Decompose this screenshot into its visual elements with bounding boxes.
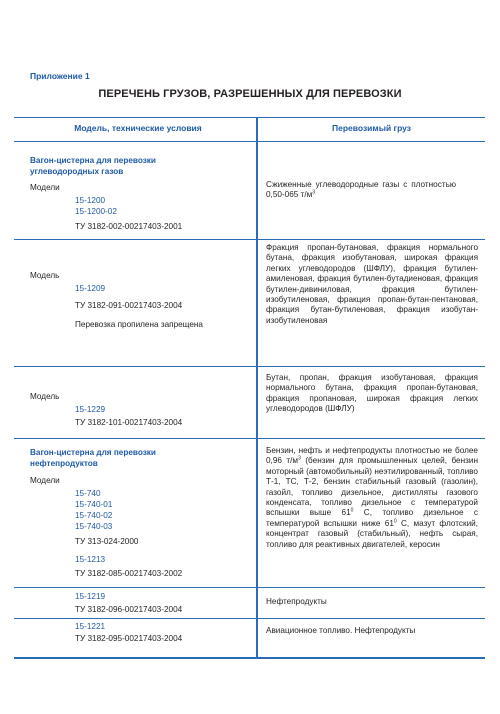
row6-cargo: Авиационное топливо. Нефтепродукты	[266, 626, 416, 635]
row1-label: Модели	[30, 183, 60, 192]
row6-model: 15-1221	[75, 622, 106, 631]
row2-model: 15-1209	[75, 284, 106, 293]
row3-cargo: Бутан, пропан, фракция изобутановая, фракция нормального бутана, фракция пропан-бутановая, фракция пропановая, широкая фракция легких углеводородов (ШФЛУ)	[266, 373, 478, 414]
column-divider	[256, 117, 258, 657]
row4-model-5: 15-1213	[75, 555, 106, 564]
section-gas-heading-2: углеводородных газов	[30, 167, 124, 176]
section-gas-heading: Вагон-цистерна для перевозки	[30, 156, 156, 165]
row4-label: Модели	[30, 476, 60, 485]
row5-model: 15-1219	[75, 592, 106, 601]
appendix-label: Приложение 1	[30, 71, 90, 81]
header-cargo: Перевозимый груз	[332, 123, 411, 133]
row2-cargo: Фракция пропан-бутановая, фракция нормального бутана, фракция изобутановая, широкая фракция легких углеводородов (ШФЛУ), фракция бутилен-амиленовая, фракция бутилен-бутадиеновая, фракция бутилен-дивиниловая, фракция бутилен-изобутиленовая, фракция пропан-бутан-пентановая, фракция бутан-бутиленовая, фракция изобутан-изобутиленовая	[266, 243, 478, 325]
row4-tu-2: ТУ 3182-085-00217403-2002	[75, 569, 183, 578]
row1-model-2: 15-1200-02	[75, 207, 117, 216]
row4-rule	[14, 587, 485, 588]
header-model: Модель, технические условия	[74, 123, 202, 133]
row1-tu: ТУ 3182-002-00217403-2001	[75, 222, 183, 231]
row4-tu-1: ТУ 313-024-2000	[75, 537, 139, 546]
row1-model-1: 15-1200	[75, 196, 106, 205]
page-title: ПЕРЕЧЕНЬ ГРУЗОВ, РАЗРЕШЕННЫХ ДЛЯ ПЕРЕВОЗКИ	[98, 88, 402, 100]
table-bottom-rule	[14, 657, 485, 659]
row4-model-2: 15-740-01	[75, 500, 113, 509]
row1-rule	[14, 239, 485, 240]
row5-tu: ТУ 3182-096-00217403-2004	[75, 605, 183, 614]
row5-cargo: Нефтепродукты	[266, 597, 327, 606]
row3-model: 15-1229	[75, 405, 106, 414]
row3-rule	[14, 438, 485, 439]
row4-model-1: 15-740	[75, 489, 101, 498]
section-oil-heading-2: нефтепродуктов	[30, 459, 98, 468]
row2-rule	[14, 366, 485, 367]
row4-model-3: 15-740-02	[75, 511, 113, 520]
row2-note: Перевозка пропилена запрещена	[75, 320, 203, 329]
row3-label: Модель	[30, 392, 60, 401]
row5-rule	[14, 618, 485, 619]
row6-tu: ТУ 3182-095-00217403-2004	[75, 634, 183, 643]
row1-cargo: Сжиженные углеводородные газы с плотностью 0,50-065 $т/м^3$	[266, 180, 456, 200]
header-rule	[14, 141, 485, 142]
table-top-rule	[14, 117, 485, 118]
row3-tu: ТУ 3182-101-00217403-2004	[75, 418, 183, 427]
row4-model-4: 15-740-03	[75, 522, 113, 531]
row4-cargo: Бензин, нефть и нефтепродукты плотностью не более 0,96 $т/м^3$ (бензин для промышленных целей, бензин моторный (автомобильный) неэтилированный, топливо Т-1, ТС, Т-2, бензин стабильный газовый (газолин), газойл, топливо дизельное, дистилляты газового конденсата, топливо дизельное с температурой вспышки выше $61^0$ С, топливо дизельное с температурой вспышки ниже $61^0$ С, мазут флотский, концентрат газовый (стабильный), нефть сырая, топливо для реактивных двигателей, керосин	[266, 446, 478, 549]
row2-label: Модель	[30, 271, 60, 280]
row2-tu: ТУ 3182-091-00217403-2004	[75, 301, 183, 310]
section-oil-heading: Вагон-цистерна для перевозки	[30, 448, 156, 457]
